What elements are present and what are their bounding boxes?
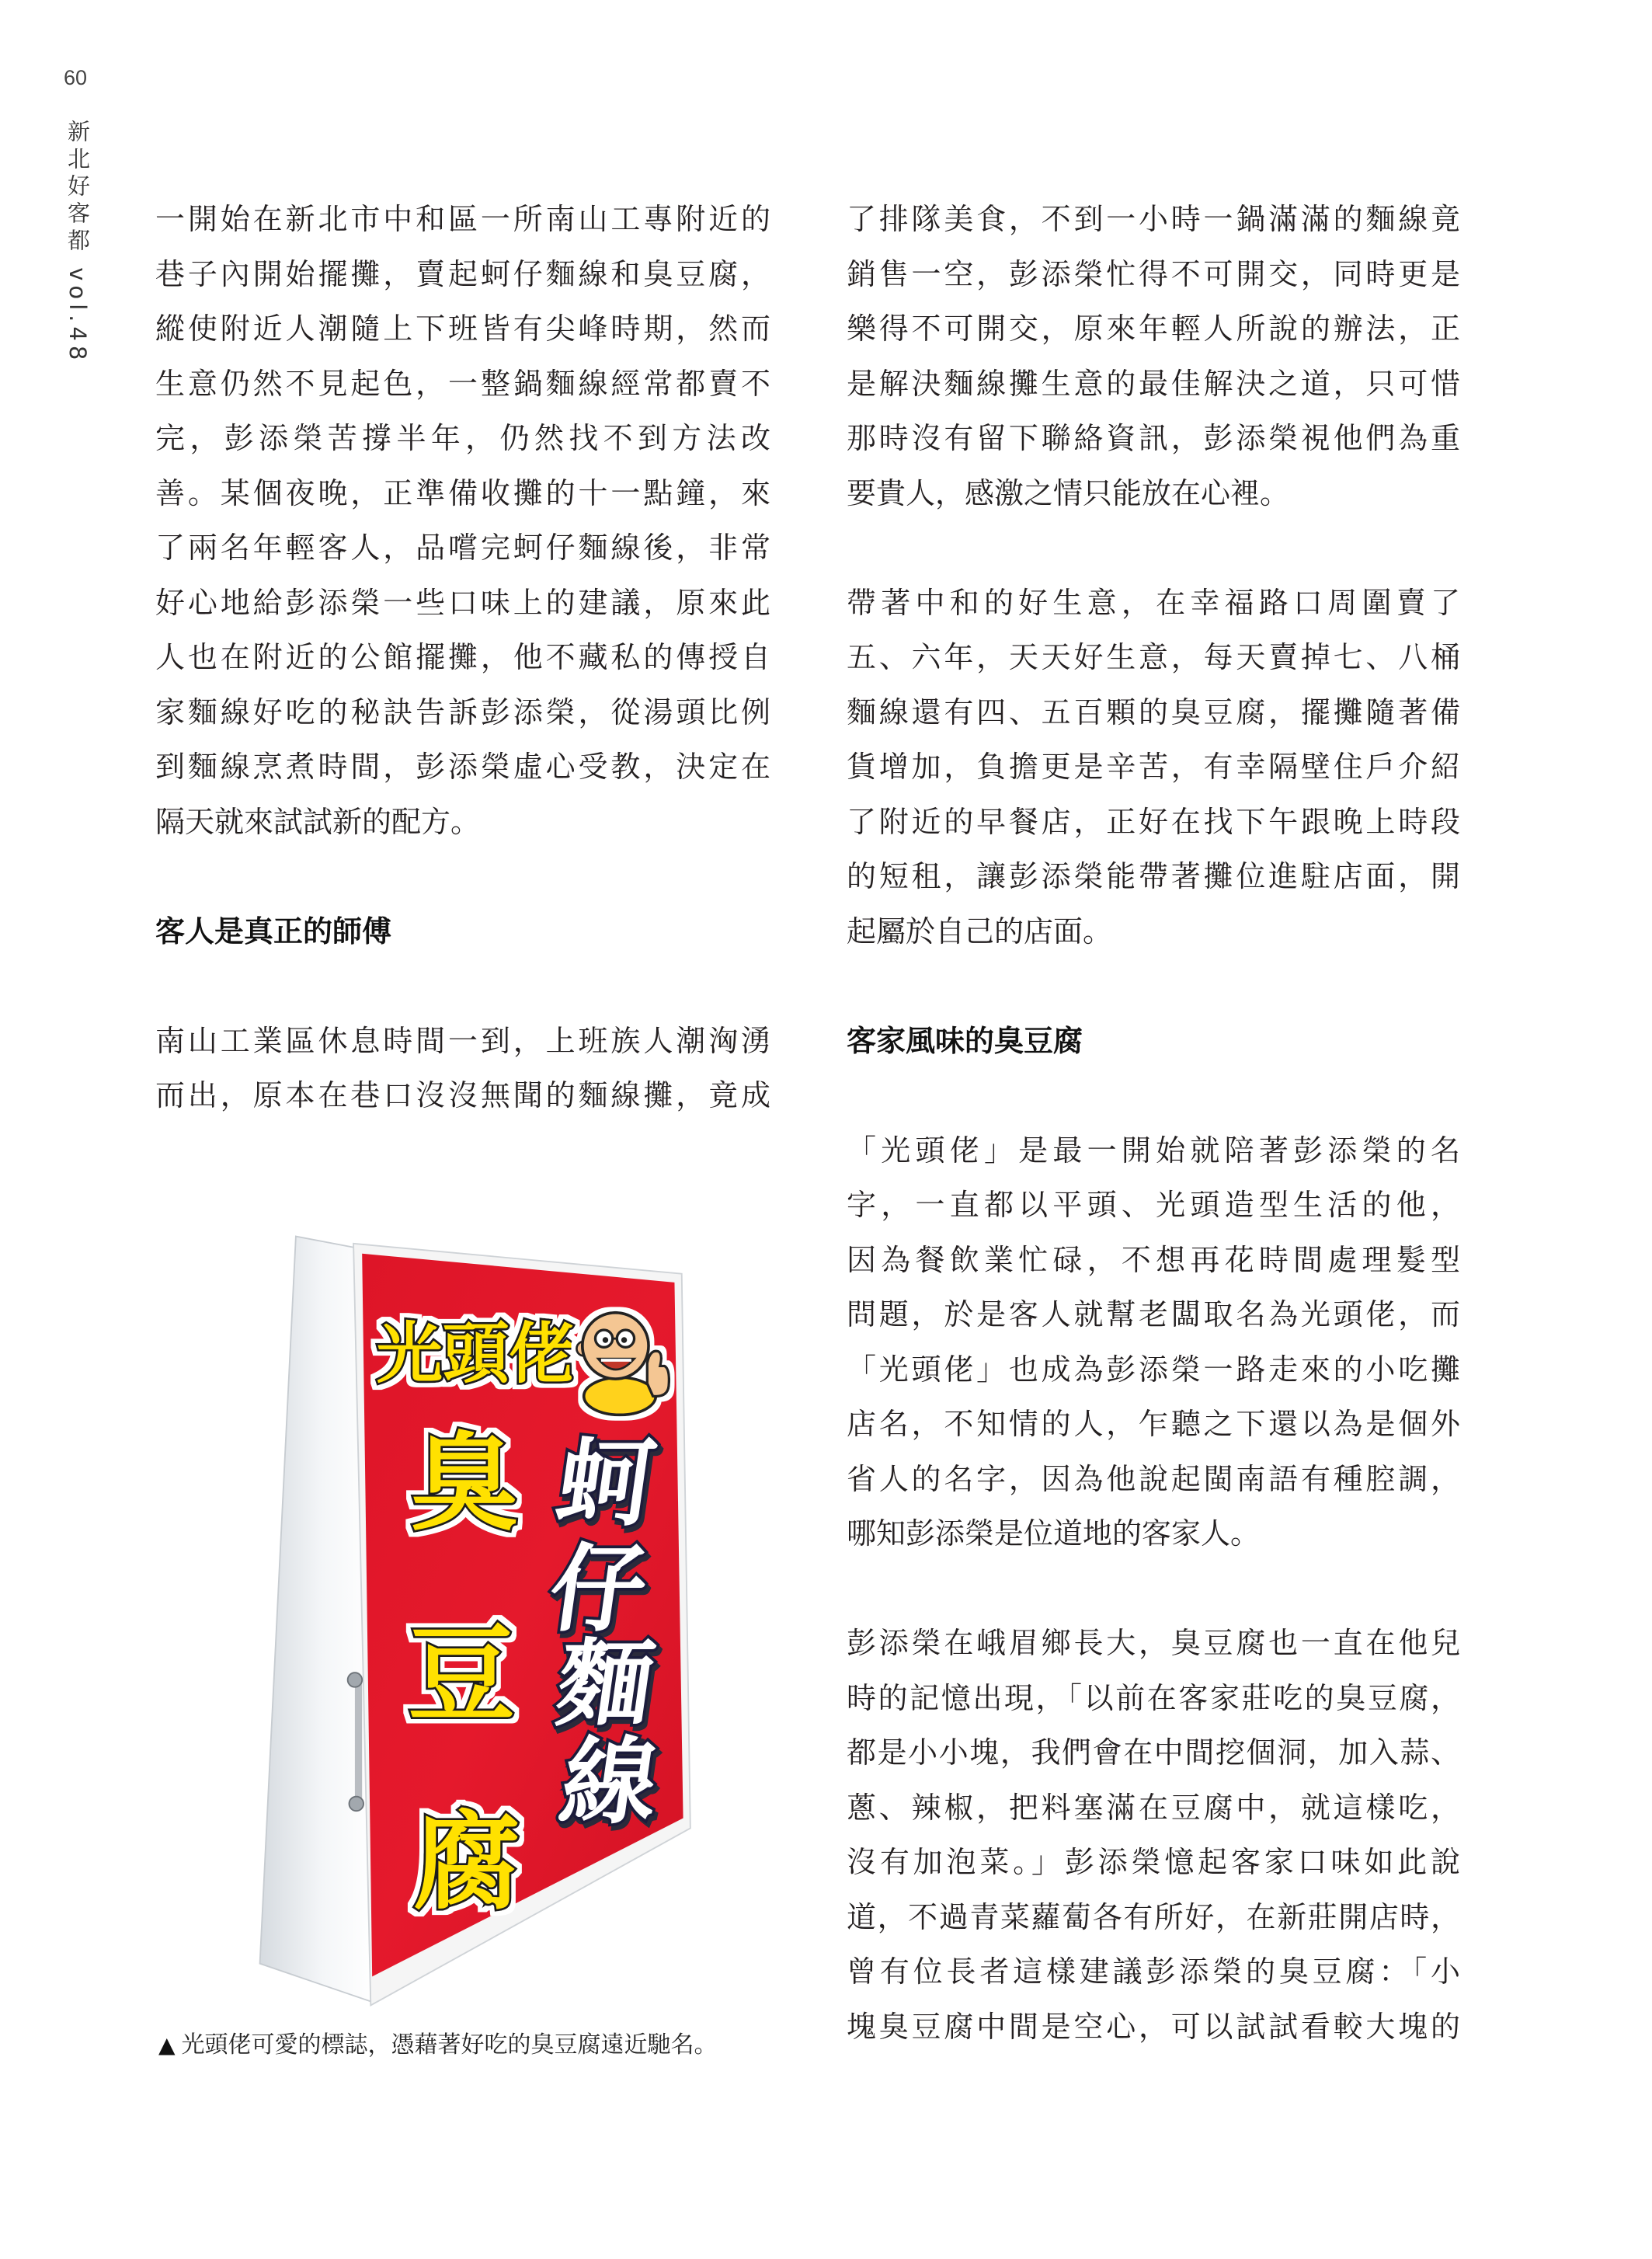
text-line: 了附近的早餐店，正好在找下午跟晚上時段	[847, 804, 1460, 839]
caption-text: 光頭佬可愛的標誌，憑藉著好吃的臭豆腐遠近馳名。	[181, 2031, 718, 2059]
sign-char: 麵	[550, 1628, 661, 1740]
paragraph	[155, 1014, 770, 1123]
text-line: 「光頭佬」也成為彭添榮一路走來的小吃攤	[847, 1352, 1460, 1387]
text-line: 五、六年，天天好生意，每天賣掉七、八桶	[847, 640, 1460, 674]
text-line: 樂得不可開交，原來年輕人所說的辦法，正	[847, 312, 1460, 346]
section-heading: 客人是真正的師傅	[155, 914, 392, 949]
text-line: 人也在附近的公館擺攤，他不藏私的傳授自	[155, 640, 770, 674]
text-line: 銷售一空，彭添榮忙得不可開交，同時更是	[847, 256, 1460, 291]
text-line: 一開始在新北市中和區一所南山工專附近的	[155, 202, 770, 236]
running-head: 新北好客都 vol.48	[64, 120, 91, 365]
text-line: 哪知彭添榮是位道地的客家人。	[847, 1516, 1261, 1551]
sign-char: 豆	[408, 1613, 515, 1738]
text-line: 帶著中和的好生意，在幸福路口周圍賣了	[847, 585, 1460, 620]
paragraph	[847, 576, 1460, 959]
text-line: 問題，於是客人就幫老闆取名為光頭佬，而	[847, 1297, 1460, 1331]
text-line: 了排隊美食，不到一小時一鍋滿滿的麵線竟	[847, 202, 1460, 236]
text-line: 縱使附近人潮隨上下班皆有尖峰時期，然而	[155, 312, 770, 346]
text-line: 那時沒有留下聯絡資訊，彭添榮視他們為重	[847, 421, 1460, 455]
left-column	[155, 192, 770, 1178]
sign-char: 腐	[413, 1801, 521, 1925]
text-line: 蔥、辣椒，把料塞滿在豆腐中，就這樣吃，	[847, 1790, 1460, 1825]
text-line: 善。某個夜晚，正準備收攤的十一點鐘，來	[155, 475, 770, 510]
text-line: 「光頭佬」是最一開始就陪著彭添榮的名	[847, 1133, 1460, 1168]
text-line: 了兩名年輕客人，品嚐完蚵仔麵線後，非常	[155, 531, 770, 565]
paragraph	[847, 1123, 1460, 1561]
text-line: 省人的名字，因為他說起閩南語有種腔調，	[847, 1461, 1460, 1496]
text-line: 店名，不知情的人，乍聽之下還以為是個外	[847, 1407, 1460, 1441]
sign-brand-text: 光頭佬	[376, 1316, 576, 1394]
text-line: 道，不過青菜蘿蔔各有所好，在新莊開店時，	[847, 1899, 1460, 1934]
text-line: 的短租，讓彭添榮能帶著攤位進駐店面，開	[847, 859, 1460, 893]
paragraph	[847, 192, 1460, 520]
text-line: 隔天就來試試新的配方。	[155, 804, 481, 839]
text-line: 時的記憶出現，「以前在客家莊吃的臭豆腐，	[847, 1680, 1460, 1715]
paragraph	[847, 1616, 1460, 2054]
text-line: 貨增加，負擔更是辛苦，有幸隔壁住戶介紹	[847, 750, 1460, 784]
text-line: 起屬於自己的店面。	[847, 914, 1113, 949]
photo-caption	[158, 2030, 718, 2061]
text-line: 到麵線烹煮時間，彭添榮虛心受教，決定在	[155, 750, 770, 784]
text-line: 好心地給彭添榮一些口味上的建議，原來此	[155, 585, 770, 620]
text-line: 南山工業區休息時間一到，上班族人潮洶湧	[155, 1023, 770, 1058]
sign-char: 臭	[411, 1422, 518, 1546]
text-line: 家麵線好吃的秘訣告訴彭添榮，從湯頭比例	[155, 694, 770, 729]
text-line: 因為餐飲業忙碌，不想再花時間處理髮型	[847, 1242, 1460, 1277]
text-line: 曾有位長者這樣建議彭添榮的臭豆腐：「小	[847, 1954, 1460, 1989]
page-number: 60	[64, 66, 88, 89]
photo-sign	[252, 1222, 692, 2010]
text-line: 彭添榮在峨眉鄉長大，臭豆腐也一直在他兒	[847, 1626, 1460, 1660]
sign-char: 線	[554, 1726, 666, 1838]
sign-char: 蚵	[550, 1429, 661, 1540]
text-line: 塊臭豆腐中間是空心，可以試試看較大塊的	[847, 2009, 1460, 2044]
section-heading: 客家風味的臭豆腐	[847, 1023, 1083, 1058]
text-line: 要貴人，感激之情只能放在心裡。	[847, 475, 1290, 510]
text-line: 字，一直都以平頭、光頭造型生活的他，	[847, 1188, 1460, 1222]
text-line: 麵線還有四、五百顆的臭豆腐，擺攤隨著備	[847, 694, 1460, 729]
right-column	[847, 192, 1460, 2109]
triangle-marker-icon: ▲	[158, 2032, 176, 2058]
text-line: 沒有加泡菜。」彭添榮憶起客家口味如此說	[847, 1845, 1460, 1879]
sign-left-text	[409, 1422, 521, 1925]
text-line: 都是小小塊，我們會在中間挖個洞，加入蒜、	[847, 1735, 1460, 1770]
paragraph	[155, 192, 770, 849]
text-line: 完，彭添榮苦撐半年，仍然找不到方法改	[155, 421, 770, 455]
text-line: 而出，原本在巷口沒沒無聞的麵線攤，竟成	[155, 1078, 770, 1112]
text-line: 生意仍然不見起色，一整鍋麵線經常都賣不	[155, 366, 770, 401]
sign-char: 仔	[543, 1533, 654, 1645]
text-line: 是解決麵線攤生意的最佳解決之道，只可惜	[847, 366, 1460, 401]
sign-illustration	[252, 1222, 692, 2010]
text-line: 巷子內開始擺攤，賣起蚵仔麵線和臭豆腐，	[155, 256, 770, 291]
